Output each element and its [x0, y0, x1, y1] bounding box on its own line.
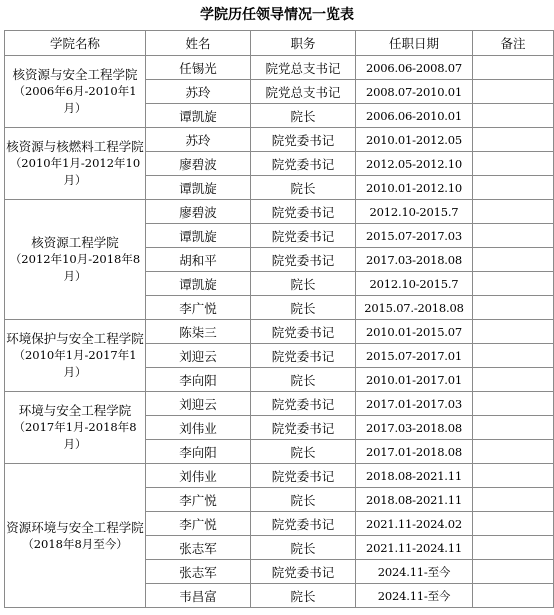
name-cell: 张志军: [146, 560, 251, 584]
position-cell: 院党委书记: [251, 224, 356, 248]
position-cell: 院党委书记: [251, 128, 356, 152]
college-period: （2012年10月-2018年8月）: [9, 252, 141, 283]
college-name: 环境保护与安全工程学院: [6, 331, 144, 346]
position-cell: 院党委书记: [251, 152, 356, 176]
name-cell: 李广悦: [146, 296, 251, 320]
header-college: 学院名称: [5, 31, 146, 56]
date-cell: 2010.01-2017.01: [356, 368, 473, 392]
note-cell: [473, 128, 554, 152]
note-cell: [473, 368, 554, 392]
note-cell: [473, 224, 554, 248]
name-cell: 李向阳: [146, 368, 251, 392]
date-cell: 2012.05-2012.10: [356, 152, 473, 176]
table-row: [5, 200, 554, 224]
position-cell: 院长: [251, 488, 356, 512]
college-name: 核资源工程学院: [31, 235, 119, 250]
note-cell: [473, 296, 554, 320]
header-date: 任职日期: [356, 31, 473, 56]
college-cell: [5, 392, 146, 464]
college-cell: [5, 128, 146, 200]
name-cell: 谭凯旋: [146, 224, 251, 248]
note-cell: [473, 104, 554, 128]
note-cell: [473, 80, 554, 104]
table-body: [5, 56, 554, 608]
date-cell: 2021.11-2024.11: [356, 536, 473, 560]
position-cell: 院党委书记: [251, 320, 356, 344]
table-row: [5, 128, 554, 152]
date-cell: 2017.01-2018.08: [356, 440, 473, 464]
college-period: （2010年1月-2017年1月）: [13, 348, 137, 379]
name-cell: 谭凯旋: [146, 176, 251, 200]
date-cell: 2015.07-2017.03: [356, 224, 473, 248]
note-cell: [473, 344, 554, 368]
leadership-table: [4, 30, 554, 608]
name-cell: 张志军: [146, 536, 251, 560]
date-cell: 2010.01-2015.07: [356, 320, 473, 344]
name-cell: 谭凯旋: [146, 272, 251, 296]
note-cell: [473, 56, 554, 80]
name-cell: 李广悦: [146, 488, 251, 512]
position-cell: 院党委书记: [251, 464, 356, 488]
note-cell: [473, 320, 554, 344]
note-cell: [473, 392, 554, 416]
name-cell: 刘伟业: [146, 464, 251, 488]
name-cell: 刘迎云: [146, 344, 251, 368]
note-cell: [473, 416, 554, 440]
position-cell: 院长: [251, 296, 356, 320]
date-cell: 2021.11-2024.02: [356, 512, 473, 536]
position-cell: 院党委书记: [251, 200, 356, 224]
name-cell: 胡和平: [146, 248, 251, 272]
college-period: （2018年8月至今）: [22, 536, 128, 551]
college-name: 核资源与安全工程学院: [12, 67, 138, 82]
position-cell: 院党委书记: [251, 512, 356, 536]
name-cell: 谭凯旋: [146, 104, 251, 128]
college-period: （2006年6月-2010年1月）: [13, 84, 137, 115]
position-cell: 院长: [251, 584, 356, 608]
note-cell: [473, 560, 554, 584]
name-cell: 李广悦: [146, 512, 251, 536]
name-cell: 苏玲: [146, 128, 251, 152]
note-cell: [473, 464, 554, 488]
position-cell: 院长: [251, 176, 356, 200]
header-note: 备注: [473, 31, 554, 56]
note-cell: [473, 272, 554, 296]
name-cell: 陈柒三: [146, 320, 251, 344]
date-cell: 2010.01-2012.10: [356, 176, 473, 200]
position-cell: 院党总支书记: [251, 80, 356, 104]
position-cell: 院长: [251, 104, 356, 128]
position-cell: 院长: [251, 272, 356, 296]
position-cell: 院党委书记: [251, 248, 356, 272]
note-cell: [473, 512, 554, 536]
name-cell: 刘伟业: [146, 416, 251, 440]
college-period: （2017年1月-2018年8月）: [13, 420, 137, 451]
position-cell: 院党委书记: [251, 416, 356, 440]
position-cell: 院党委书记: [251, 392, 356, 416]
position-cell: 院长: [251, 368, 356, 392]
position-cell: 院长: [251, 440, 356, 464]
date-cell: 2012.10-2015.7: [356, 200, 473, 224]
college-period: （2010年1月-2012年10月）: [9, 156, 141, 187]
name-cell: 刘迎云: [146, 392, 251, 416]
date-cell: 2017.01-2017.03: [356, 392, 473, 416]
position-cell: 院党委书记: [251, 344, 356, 368]
date-cell: 2006.06-2010.01: [356, 104, 473, 128]
position-cell: 院长: [251, 536, 356, 560]
college-cell: [5, 464, 146, 608]
note-cell: [473, 152, 554, 176]
date-cell: 2024.11-至今: [356, 584, 473, 608]
name-cell: 韦昌富: [146, 584, 251, 608]
date-cell: 2012.10-2015.7: [356, 272, 473, 296]
note-cell: [473, 176, 554, 200]
position-cell: 院党总支书记: [251, 56, 356, 80]
note-cell: [473, 440, 554, 464]
college-cell: [5, 200, 146, 320]
position-cell: 院党委书记: [251, 560, 356, 584]
date-cell: 2018.08-2021.11: [356, 464, 473, 488]
table-row: [5, 464, 554, 488]
header-row: [5, 31, 554, 56]
table-row: [5, 56, 554, 80]
college-name: 资源环境与安全工程学院: [6, 519, 144, 535]
date-cell: 2018.08-2021.11: [356, 488, 473, 512]
name-cell: 廖碧波: [146, 200, 251, 224]
note-cell: [473, 248, 554, 272]
college-name: 核资源与核燃料工程学院: [6, 139, 144, 154]
table-row: [5, 392, 554, 416]
college-name: 环境与安全工程学院: [18, 403, 132, 418]
date-cell: 2017.03-2018.08: [356, 248, 473, 272]
note-cell: [473, 200, 554, 224]
date-cell: 2024.11-至今: [356, 560, 473, 584]
college-cell: [5, 56, 146, 128]
note-cell: [473, 584, 554, 608]
date-cell: 2015.07-2017.01: [356, 344, 473, 368]
note-cell: [473, 488, 554, 512]
table-row: [5, 320, 554, 344]
date-cell: 2010.01-2012.05: [356, 128, 473, 152]
name-cell: 廖碧波: [146, 152, 251, 176]
date-cell: 2015.07.-2018.08: [356, 296, 473, 320]
college-cell: [5, 320, 146, 392]
header-position: 职务: [251, 31, 356, 56]
date-cell: 2017.03-2018.08: [356, 416, 473, 440]
date-cell: 2006.06-2008.07: [356, 56, 473, 80]
name-cell: 任锡光: [146, 56, 251, 80]
name-cell: 苏玲: [146, 80, 251, 104]
table-title: 学院历任领导情况一览表: [200, 7, 354, 23]
date-cell: 2008.07-2010.01: [356, 80, 473, 104]
note-cell: [473, 536, 554, 560]
name-cell: 李向阳: [146, 440, 251, 464]
header-name: 姓名: [146, 31, 251, 56]
